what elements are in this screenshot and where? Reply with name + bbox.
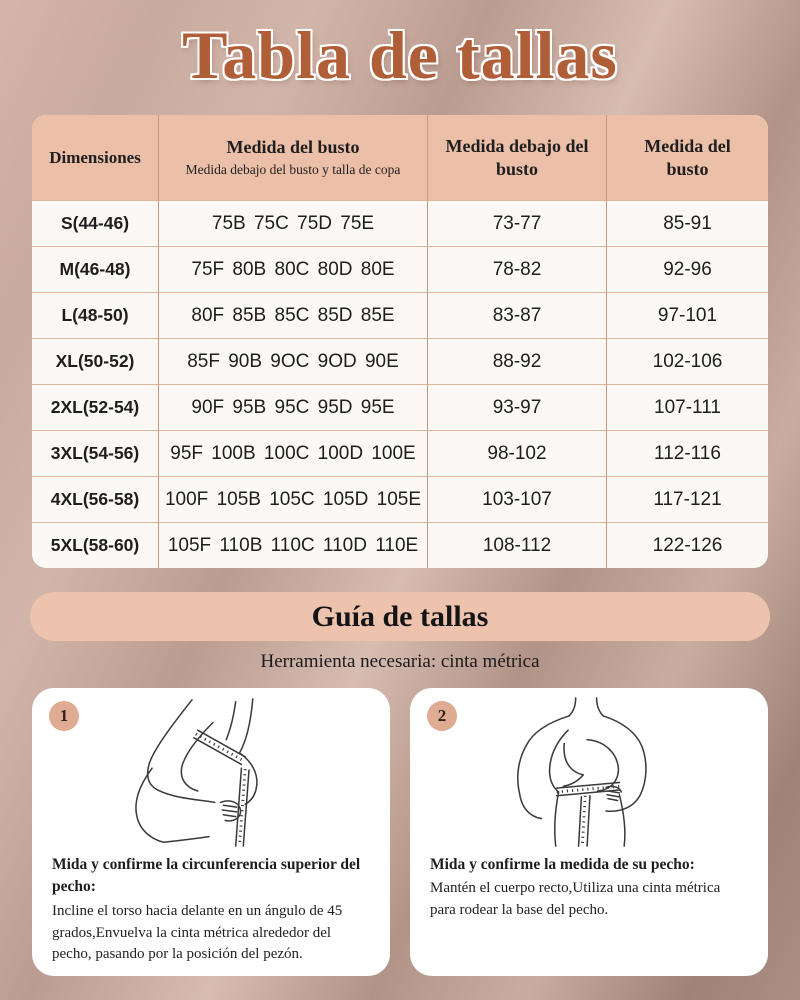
bust-cell: 85-91 — [607, 200, 768, 246]
cup-sizes-cell: 90F 95B 95C 95D 95E — [159, 384, 428, 430]
column-header-label: Medida debajo del busto — [445, 136, 589, 179]
cup-sizes-cell: 95F 100B 100C 100D 100E — [159, 430, 428, 476]
page-title: Tabla de tallas — [182, 17, 618, 93]
step-2-text — [410, 848, 768, 922]
size-cell: XL(50-52) — [32, 338, 159, 384]
step-1-badge: 1 — [49, 701, 79, 731]
underbust-cell: 108-112 — [428, 522, 607, 568]
size-cell: S(44-46) — [32, 200, 159, 246]
step-body: Mantén el cuerpo recto,Utiliza una cinta métrica para rodear la base del pecho. — [430, 880, 721, 919]
underbust-cell: 98-102 — [428, 430, 607, 476]
column-header-label: Medida del busto — [644, 136, 731, 179]
size-cell: M(46-48) — [32, 246, 159, 292]
underbust-cell: 93-97 — [428, 384, 607, 430]
bust-cell: 117-121 — [607, 476, 768, 522]
cup-sizes-cell: 105F 110B 110C 110D 110E — [159, 522, 428, 568]
step-1-text — [32, 848, 390, 966]
cup-sizes-cell: 75F 80B 80C 80D 80E — [159, 246, 428, 292]
bust-cell: 112-116 — [607, 430, 768, 476]
guide-title-banner — [30, 592, 770, 641]
underbust-cell: 73-77 — [428, 200, 607, 246]
bust-cell: 107-111 — [607, 384, 768, 430]
bust-cell: 102-106 — [607, 338, 768, 384]
bust-cell: 92-96 — [607, 246, 768, 292]
step-heading: Mida y confirme la medida de su pecho: — [430, 856, 695, 873]
underbust-cell: 78-82 — [428, 246, 607, 292]
guide-step-2-card — [410, 688, 768, 976]
size-table — [32, 115, 768, 568]
stand-measure-illustration — [410, 688, 768, 848]
underbust-cell: 88-92 — [428, 338, 607, 384]
column-header-label: Medida del busto — [226, 137, 360, 158]
underbust-cell: 103-107 — [428, 476, 607, 522]
column-header-dimensions — [32, 115, 159, 200]
size-cell: 5XL(58-60) — [32, 522, 159, 568]
step-heading: Mida y confirme la circunferencia superior del pecho: — [52, 856, 361, 896]
column-header-subtitle: Medida debajo del busto y talla de copa — [185, 161, 401, 177]
bust-cell: 122-126 — [607, 522, 768, 568]
guide-subtitle: Herramienta necesaria: cinta métrica — [260, 651, 540, 672]
step-2-badge: 2 — [427, 701, 457, 731]
column-header-label: Dimensiones — [49, 147, 141, 167]
step-body: Incline el torso hacia delante en un ángulo de 45 grados,Envuelva la cinta métrica alrededor del pecho, pasando por la posición del pezón. — [52, 902, 343, 963]
size-cell: 3XL(54-56) — [32, 430, 159, 476]
cup-sizes-cell: 100F 105B 105C 105D 105E — [159, 476, 428, 522]
column-header-cup-sizes — [159, 115, 428, 200]
cup-sizes-cell: 75B 75C 75D 75E — [159, 200, 428, 246]
size-cell: 4XL(56-58) — [32, 476, 159, 522]
bust-cell: 97-101 — [607, 292, 768, 338]
guide-step-1-card — [32, 688, 390, 976]
column-header-bust — [607, 115, 768, 200]
column-header-underbust — [428, 115, 607, 200]
cup-sizes-cell: 80F 85B 85C 85D 85E — [159, 292, 428, 338]
bend-forward-measure-illustration — [32, 688, 390, 848]
guide-title: Guía de tallas — [311, 599, 489, 633]
size-cell: L(48-50) — [32, 292, 159, 338]
cup-sizes-cell: 85F 90B 9OC 9OD 90E — [159, 338, 428, 384]
underbust-cell: 83-87 — [428, 292, 607, 338]
size-cell: 2XL(52-54) — [32, 384, 159, 430]
